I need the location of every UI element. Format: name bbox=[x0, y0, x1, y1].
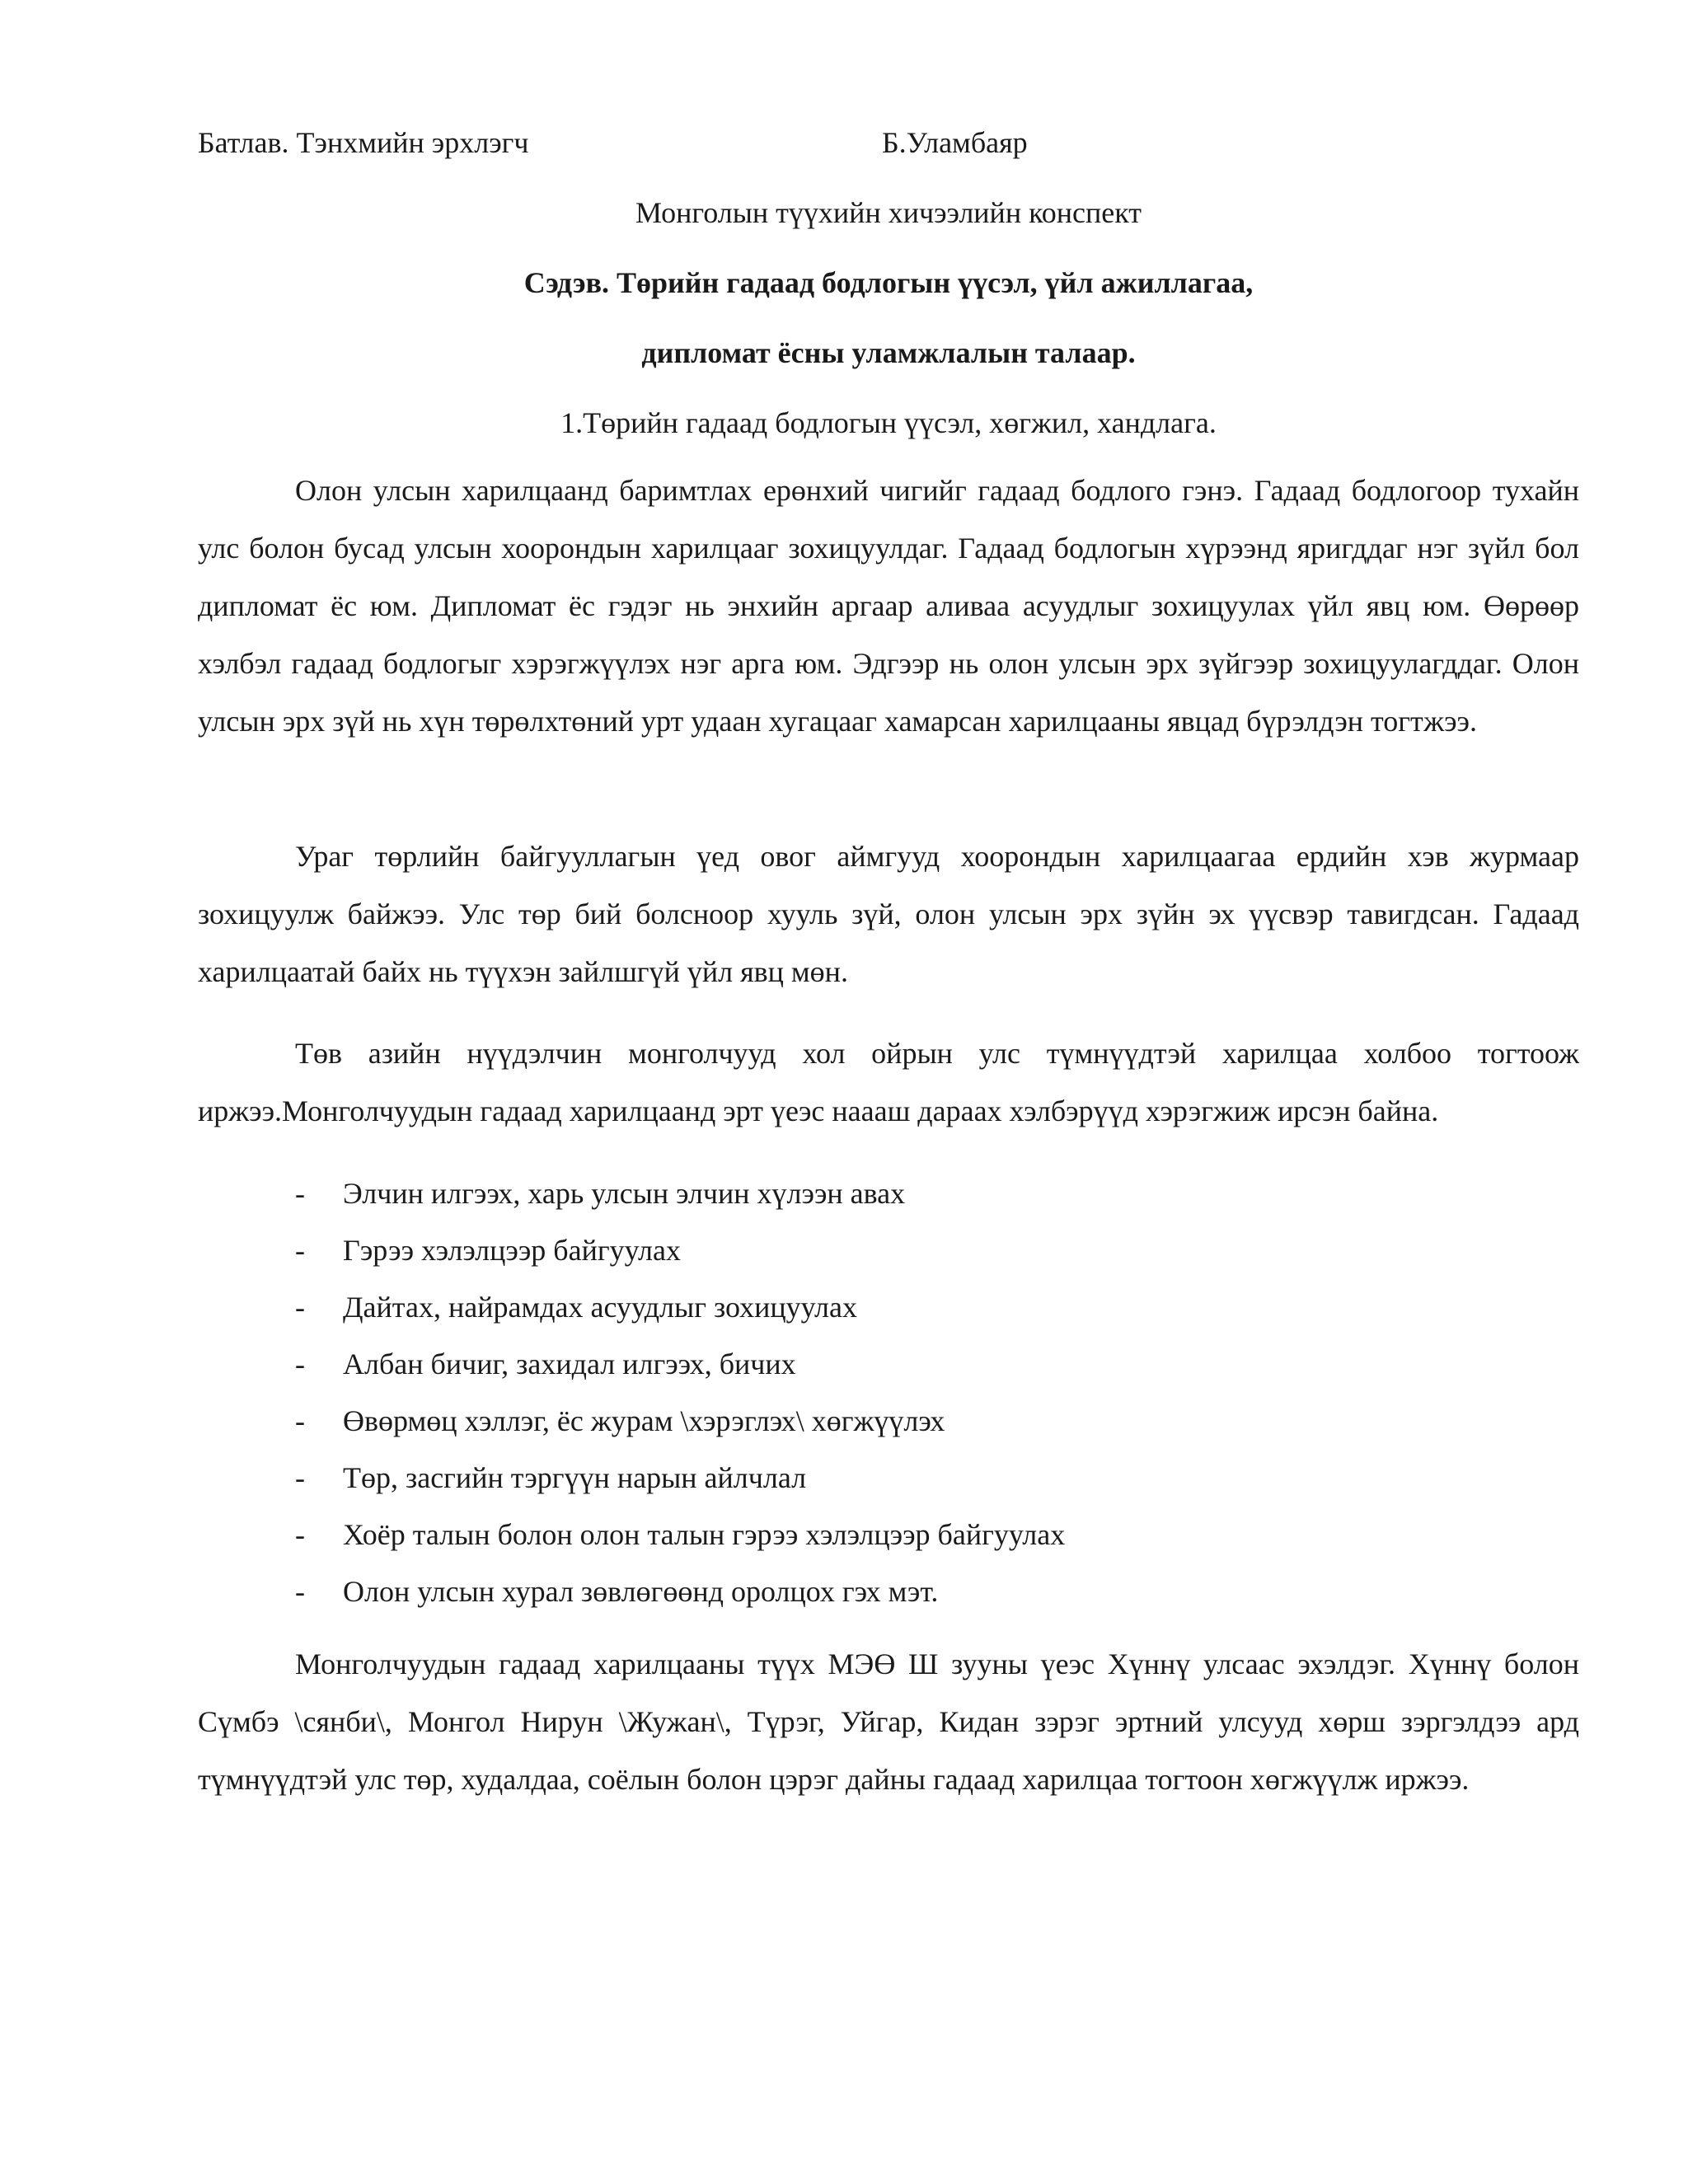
list-item bbox=[295, 1507, 1065, 1563]
approval-label: Батлав. Тэнхмийн эрхлэгч bbox=[198, 126, 529, 159]
list-item bbox=[295, 1279, 1065, 1336]
section-heading: 1.Төрийн гадаад бодлогын үүсэл, хөгжил, хандлага. bbox=[560, 406, 1217, 439]
bullet-dash: - bbox=[295, 1347, 305, 1380]
bullet-dash: - bbox=[295, 1404, 305, 1437]
list-item-text: Гэрээ хэлэлцээр байгуулах bbox=[343, 1234, 681, 1267]
topic-title-line-1: Сэдэв. Төрийн гадаад бодлогын үүсэл, үйл ажиллагаа, bbox=[523, 266, 1254, 299]
forms-list bbox=[295, 1165, 1065, 1620]
list-item bbox=[295, 1393, 1065, 1450]
list-item-text: Албан бичиг, захидал илгээх, бичих bbox=[343, 1347, 796, 1380]
list-item-text: Хоёр талын болон олон талын гэрээ хэлэлцээр байгуулах bbox=[343, 1518, 1066, 1551]
list-item-text: Элчин илгээх, харь улсын элчин хүлээн авах bbox=[343, 1177, 906, 1210]
bullet-dash: - bbox=[295, 1177, 305, 1210]
list-item bbox=[295, 1222, 1065, 1279]
topic-title-line-2: дипломат ёсны уламжлалын талаар. bbox=[641, 336, 1136, 369]
bullet-dash: - bbox=[295, 1291, 305, 1324]
approver-name: Б.Уламбаяр bbox=[882, 126, 1028, 159]
list-item bbox=[295, 1563, 1065, 1620]
document-title: Монголын түүхийн хичээлийн конспект bbox=[635, 196, 1142, 229]
list-item-text: Өвөрмөц хэллэг, ёс журам \хэрэглэх\ хөгжүүлэх bbox=[343, 1404, 945, 1437]
bullet-dash: - bbox=[295, 1575, 305, 1608]
paragraph-4: Монголчуудын гадаад харилцааны түүх МЭӨ Ш зууны үеэс Хүннү улсаас эхэлдэг. Хүннү болон Сүмбэ \сянби\, Монгол Нирун \Жужан\, Түрэг, Уйгар, Кидан зэрэг эртний улсууд хөрш зэргэлдээ ард түмнүүдтэй улс төр, худалдаа, соёлын болон цэрэг дайны гадаад харилцаа тогтоон хөгжүүлж иржээ. bbox=[198, 1647, 1579, 1796]
bullet-dash: - bbox=[295, 1461, 305, 1494]
bullet-dash: - bbox=[295, 1234, 305, 1267]
list-item-text: Олон улсын хурал зөвлөгөөнд оролцох гэх мэт. bbox=[343, 1575, 939, 1608]
list-item bbox=[295, 1165, 1065, 1222]
paragraph-1: Олон улсын харилцаанд баримтлах ерөнхий чигийг гадаад бодлого гэнэ. Гадаад бодлогоор тухайн улс болон бусад улсын хоорондын харилцааг зохицуулдаг. Гадаад бодлогын хүрээнд яригддаг нэг зүйл бол дипломат ёс юм. Дипломат ёс гэдэг нь энхийн аргаар аливаа асуудлыг зохицуулах үйл явц юм. Өөрөөр хэлбэл гадаад бодлогыг хэрэгжүүлэх нэг арга юм. Эдгээр нь олон улсын эрх зүйгээр зохицуулагддаг. Олон улсын эрх зүй нь хүн төрөлхтөний урт удаан хугацааг хамарсан харилцааны явцад бүрэлдэн тогтжээ. bbox=[198, 474, 1579, 738]
list-item bbox=[295, 1336, 1065, 1393]
paragraph-2: Ураг төрлийн байгууллагын үед овог аймгууд хоорондын харилцаагаа ердийн хэв журмаар зохицуулж байжээ. Улс төр бий болсноор хууль зүй, олон улсын эрх зүйн эх үүсвэр тавигдсан. Гадаад харилцаатай байх нь түүхэн зайлшгүй үйл явц мөн. bbox=[198, 840, 1579, 988]
list-item bbox=[295, 1450, 1065, 1507]
bullet-dash: - bbox=[295, 1518, 305, 1551]
paragraph-3: Төв азийн нүүдэлчин монголчууд хол ойрын улс түмнүүдтэй харилцаа холбоо тогтоож иржээ.Монголчуудын гадаад харилцаанд эрт үеэс наааш дараах хэлбэрүүд хэрэгжиж ирсэн байна. bbox=[198, 1037, 1579, 1127]
list-item-text: Төр, засгийн тэргүүн нарын айлчлал bbox=[343, 1461, 807, 1494]
list-item-text: Дайтах, найрамдах асуудлыг зохицуулах bbox=[343, 1291, 857, 1324]
